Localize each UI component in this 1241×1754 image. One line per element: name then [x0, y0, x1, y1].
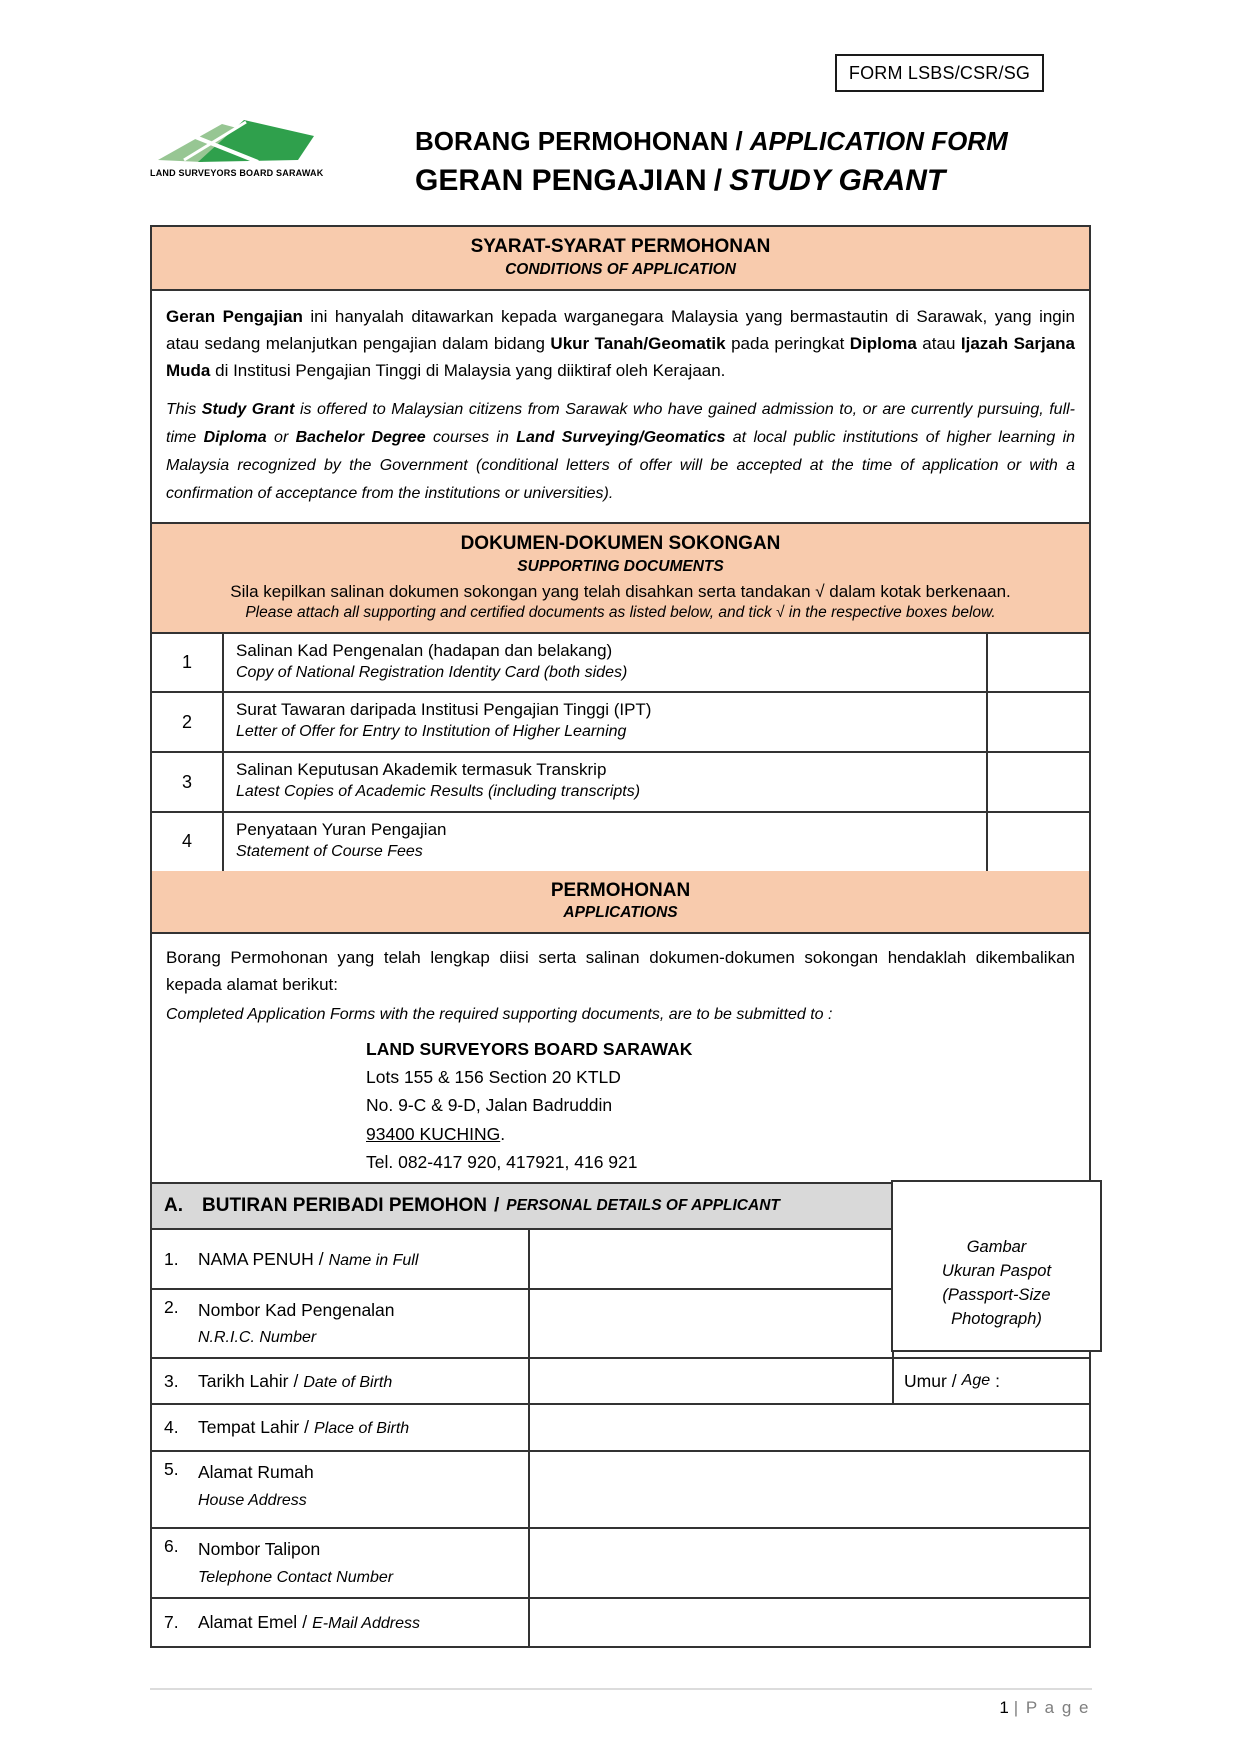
field-number: 6. [164, 1536, 179, 1557]
document-tick-box-2[interactable] [986, 693, 1089, 751]
field-label-en: N.R.I.C. Number [198, 1329, 317, 1347]
age-label-my: Umur [904, 1370, 947, 1391]
passport-photo-box[interactable] [891, 1180, 1102, 1352]
name-input-cell[interactable] [530, 1230, 894, 1288]
field-number: 5. [164, 1459, 179, 1480]
field-row-dob: 3. Tarikh Lahir / Date of Birth Umur / Age : [152, 1359, 1089, 1405]
document-row-3 [152, 751, 1089, 811]
section-letter: A. [164, 1195, 183, 1216]
title-line-2: GERAN PENGAJIAN / STUDY GRANT [415, 164, 946, 198]
field-number: 4. [164, 1417, 179, 1438]
documents-heading-en: SUPPORTING DOCUMENTS [517, 557, 724, 575]
document-title [415, 126, 1008, 199]
photo-box-line: Photograph) [951, 1309, 1042, 1328]
page-number: 1 [999, 1698, 1009, 1717]
age-label-en: Age [961, 1372, 991, 1390]
conditions-header-band [152, 227, 1089, 289]
document-row-2 [152, 691, 1089, 751]
title2-malay: GERAN PENGAJIAN [415, 164, 707, 198]
document-desc-my: Salinan Keputusan Akademik termasuk Transkrip [236, 760, 607, 780]
field-label-en: E-Mail Address [312, 1614, 420, 1632]
home-address-input-cell[interactable] [530, 1452, 1089, 1527]
applications-body [152, 932, 1089, 1218]
field-label-my: Nombor Kad Pengenalan [198, 1300, 395, 1320]
document-row-1 [152, 632, 1089, 692]
field-row-home-address [152, 1452, 1089, 1529]
address-city: 93400 KUCHING. [366, 1123, 506, 1144]
documents-instruction-my: Sila kepilkan salinan dokumen sokongan yang telah disahkan serta tandakan √ dalam kotak berkenaan. [230, 581, 1011, 601]
document-number: 3 [152, 753, 224, 811]
section-a-header: A. BUTIRAN PERIBADI PEMOHON / PERSONAL DETAILS OF APPLICANT [152, 1184, 1089, 1230]
documents-heading-my: DOKUMEN-DOKUMEN SOKONGAN [460, 533, 781, 555]
document-desc-my: Salinan Kad Pengenalan (hadapan dan belakang) [236, 640, 613, 660]
documents-header-band [152, 522, 1089, 632]
conditions-paragraph-en: This Study Grant is offered to Malaysian citizens from Sarawak who have gained admission to, or are currently pursuing, full-time Diploma or Bachelor Degree courses in Land Surveying/Geomatics at local public institutions of higher learning in Malaysia recognized by the Government (conditional letters of offer will be accepted at the time of application or with a confirmation of acceptance from the institutions or universities). [166, 401, 1076, 503]
photo-box-line: (Passport-Size [942, 1285, 1051, 1304]
document-row-4 [152, 811, 1089, 871]
email-input-cell[interactable] [530, 1599, 1089, 1646]
title-line-1: BORANG PERMOHONAN / APPLICATION FORM [415, 126, 1008, 156]
title1-malay: BORANG PERMOHONAN [415, 126, 729, 156]
footer-divider [150, 1688, 1092, 1690]
field-label-en: Place of Birth [314, 1420, 410, 1438]
field-row-telephone [152, 1529, 1089, 1598]
address-line-2: No. 9-C & 9-D, Jalan Badruddin [366, 1095, 613, 1116]
title1-english: APPLICATION FORM [749, 126, 1008, 156]
lsbs-logo-graphic [150, 116, 318, 166]
document-desc-en: Statement of Course Fees [236, 842, 423, 860]
documents-instruction-en: Please attach all supporting and certified documents as listed below, and tick √ in the respective boxes below. [245, 603, 996, 621]
document-desc-en: Letter of Offer for Entry to Institution of Higher Learning [236, 723, 627, 741]
field-label-my: NAMA PENUH [198, 1248, 314, 1269]
document-tick-box-4[interactable] [986, 813, 1089, 871]
field-label-en: Telephone Contact Number [198, 1568, 394, 1586]
field-number: 7. [164, 1611, 179, 1632]
field-label-my: Alamat Emel [198, 1611, 298, 1632]
conditions-heading-my: SYARAT-SYARAT PERMOHONAN [470, 236, 771, 257]
conditions-paragraph-my: Geran Pengajian ini hanyalah ditawarkan kepada warganegara Malaysia yang bermastautin di Sarawak, yang ingin atau sedang melanjutkan pengajian dalam bidang Ukur Tanah/Geomatik pada peringkat Diploma atau Ijazah Sarjana Muda di Institusi Pengajian Tinggi di Malaysia yang diiktiraf oleh Kerajaan. [166, 306, 1076, 380]
applications-paragraph-my: Borang Permohonan yang telah lengkap diisi serta salinan dokumen-dokumen sokongan hendaklah dikembalikan kepada alamat berikut: [166, 948, 1075, 995]
page-footer [150, 1688, 1092, 1718]
field-label-my: Nombor Talipon [198, 1539, 321, 1560]
title2-english: STUDY GRANT [729, 164, 946, 198]
document-tick-box-1[interactable] [986, 634, 1089, 692]
field-label-my: Tarikh Lahir [198, 1370, 289, 1391]
page-number-text [150, 1698, 1092, 1718]
document-desc-en: Copy of National Registration Identity Card (both sides) [236, 663, 628, 681]
document-tick-box-3[interactable] [986, 753, 1089, 811]
applications-paragraph-en: Completed Application Forms with the required supporting documents, are to be submitted to : [166, 1005, 833, 1023]
document-desc-my: Surat Tawaran daripada Institusi Pengajian Tinggi (IPT) [236, 700, 652, 720]
address-telephone: Tel. 082-417 920, 417921, 416 921 [366, 1151, 638, 1172]
field-label-en: House Address [198, 1491, 307, 1509]
field-number: 3. [164, 1370, 179, 1391]
document-desc-my: Penyataan Yuran Pengajian [236, 819, 447, 839]
dob-input-cell[interactable] [530, 1359, 894, 1403]
page-label: | P a g e [1013, 1698, 1090, 1717]
field-row-pob: 4. Tempat Lahir / Place of Birth [152, 1405, 1089, 1452]
logo-caption: LAND SURVEYORS BOARD SARAWAK [150, 168, 324, 178]
document-desc-en: Latest Copies of Academic Results (including transcripts) [236, 783, 641, 801]
address-line-1: Lots 155 & 156 Section 20 KTLD [366, 1066, 621, 1087]
document-number: 4 [152, 813, 224, 871]
field-row-name: 1. NAMA PENUH / Name in Full [152, 1230, 1089, 1290]
personal-details-section [150, 1182, 1091, 1648]
address-org-name: LAND SURVEYORS BOARD SARAWAK [366, 1038, 693, 1059]
field-label-my: Alamat Rumah [198, 1462, 314, 1483]
field-label-en: Date of Birth [303, 1373, 393, 1391]
applications-header-band [152, 871, 1089, 933]
field-label-en: Name in Full [328, 1251, 419, 1269]
field-row-email: 7. Alamat Emel / E-Mail Address [152, 1599, 1089, 1646]
form-number-label: FORM LSBS/CSR/SG [848, 62, 1031, 83]
field-number: 2. [164, 1297, 179, 1317]
section-a-heading-my: BUTIRAN PERIBADI PEMOHON [202, 1195, 488, 1216]
age-input-cell[interactable]: Umur / Age : [904, 1370, 1000, 1391]
applications-heading-my: PERMOHONAN [550, 879, 691, 901]
conditions-body [152, 289, 1089, 523]
main-info-table [150, 225, 1091, 1221]
field-label-my: Tempat Lahir [198, 1417, 300, 1438]
pob-input-cell[interactable] [530, 1405, 1089, 1450]
telephone-input-cell[interactable] [530, 1529, 1089, 1596]
document-number: 1 [152, 634, 224, 692]
lsbs-logo [150, 116, 324, 178]
section-a-heading-en: PERSONAL DETAILS OF APPLICANT [506, 1197, 780, 1214]
form-number-badge [835, 54, 1044, 92]
document-number: 2 [152, 693, 224, 751]
photo-box-line: Ukuran Paspot [941, 1261, 1052, 1280]
photo-box-line: Gambar [966, 1238, 1027, 1256]
nric-input-cell[interactable] [530, 1290, 894, 1357]
field-number: 1. [164, 1248, 179, 1269]
conditions-heading-en: CONDITIONS OF APPLICATION [505, 260, 736, 278]
applications-heading-en: APPLICATIONS [563, 904, 678, 922]
